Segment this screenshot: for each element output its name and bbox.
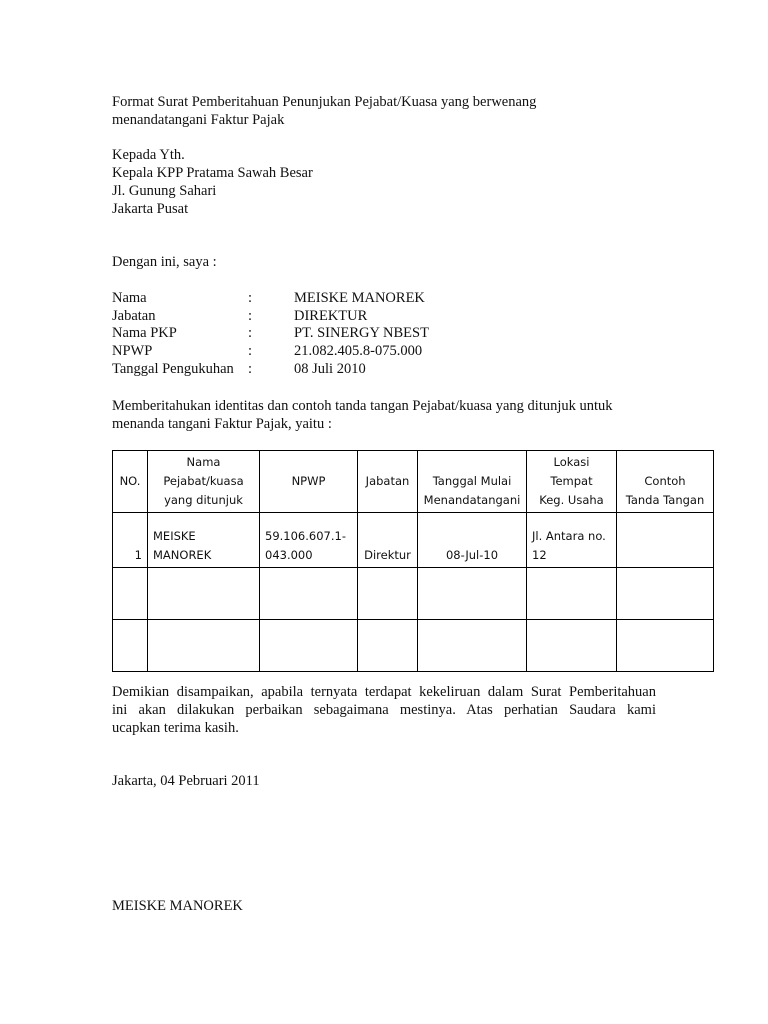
intro-text: Dengan ini, saya : — [112, 254, 217, 270]
cell-npwp: 59.106.607.1- 043.000 — [260, 513, 358, 568]
identity-colon: : — [248, 361, 253, 377]
identity-value: 21.082.405.8-075.000 — [294, 343, 423, 359]
header-nama: Nama Pejabat/kuasa yang ditunjuk — [148, 451, 260, 513]
identity-label: NPWP — [112, 343, 153, 359]
recipient-greeting: Kepada Yth. — [112, 147, 185, 163]
identity-value: 08 Juli 2010 — [294, 361, 366, 377]
header-no: NO. — [113, 451, 148, 513]
identity-label: Jabatan — [112, 308, 156, 324]
cell-no: 1 — [113, 513, 148, 568]
recipient-office: Kepala KPP Pratama Sawah Besar — [112, 165, 313, 181]
recipient-street: Jl. Gunung Sahari — [112, 183, 217, 199]
identity-colon: : — [248, 308, 253, 324]
identity-colon: : — [248, 290, 253, 306]
closing-line-2: ini akan dilakukan perbaikan sebagaimana mestinya. Atas perhatian Saudara kami — [112, 702, 656, 718]
identity-label: Nama — [112, 290, 147, 306]
cell-nama: MEISKE MANOREK — [148, 513, 260, 568]
table-row-empty — [113, 568, 714, 620]
identity-value: PT. SINERGY NBEST — [294, 325, 429, 341]
recipient-city: Jakarta Pusat — [112, 201, 189, 217]
identity-label: Tanggal Pengukuhan — [112, 361, 234, 377]
header-tanggal: Tanggal Mulai Menandatangani — [418, 451, 527, 513]
header-contoh: Contoh Tanda Tangan — [617, 451, 714, 513]
closing-paragraph — [112, 683, 656, 737]
closing-line-3: ucapkan terima kasih. — [112, 720, 239, 736]
closing-line-1: Demikian disampaikan, apabila ternyata terdapat kekeliruan dalam Surat Pemberitahuan — [112, 684, 656, 700]
signatory-name: MEISKE MANOREK — [112, 898, 243, 914]
cell-jabatan: Direktur — [358, 513, 418, 568]
cell-lokasi: Jl. Antara no. 12 — [527, 513, 617, 568]
table-row-empty — [113, 620, 714, 672]
header-npwp: NPWP — [260, 451, 358, 513]
notice-line-1: Memberitahukan identitas dan contoh tanda tangan Pejabat/kuasa yang ditunjuk untuk — [112, 398, 613, 414]
letter-title-line-2: menandatangani Faktur Pajak — [112, 112, 285, 128]
cell-tanggal: 08-Jul-10 — [418, 513, 527, 568]
header-lokasi: Lokasi Tempat Keg. Usaha — [527, 451, 617, 513]
place-date: Jakarta, 04 Pebruari 2011 — [112, 773, 260, 789]
identity-value: MEISKE MANOREK — [294, 290, 425, 306]
identity-colon: : — [248, 325, 253, 341]
identity-value: DIREKTUR — [294, 308, 368, 324]
letter-title-line-1: Format Surat Pemberitahuan Penunjukan Pejabat/Kuasa yang berwenang — [112, 94, 537, 110]
table-row — [113, 513, 714, 568]
header-jabatan: Jabatan — [358, 451, 418, 513]
notice-line-2: menanda tangani Faktur Pajak, yaitu : — [112, 416, 332, 432]
appointee-table — [112, 450, 714, 672]
cell-contoh-tanda-tangan — [617, 513, 714, 568]
identity-colon: : — [248, 343, 253, 359]
identity-label: Nama PKP — [112, 325, 177, 341]
table-header-row — [113, 451, 714, 513]
